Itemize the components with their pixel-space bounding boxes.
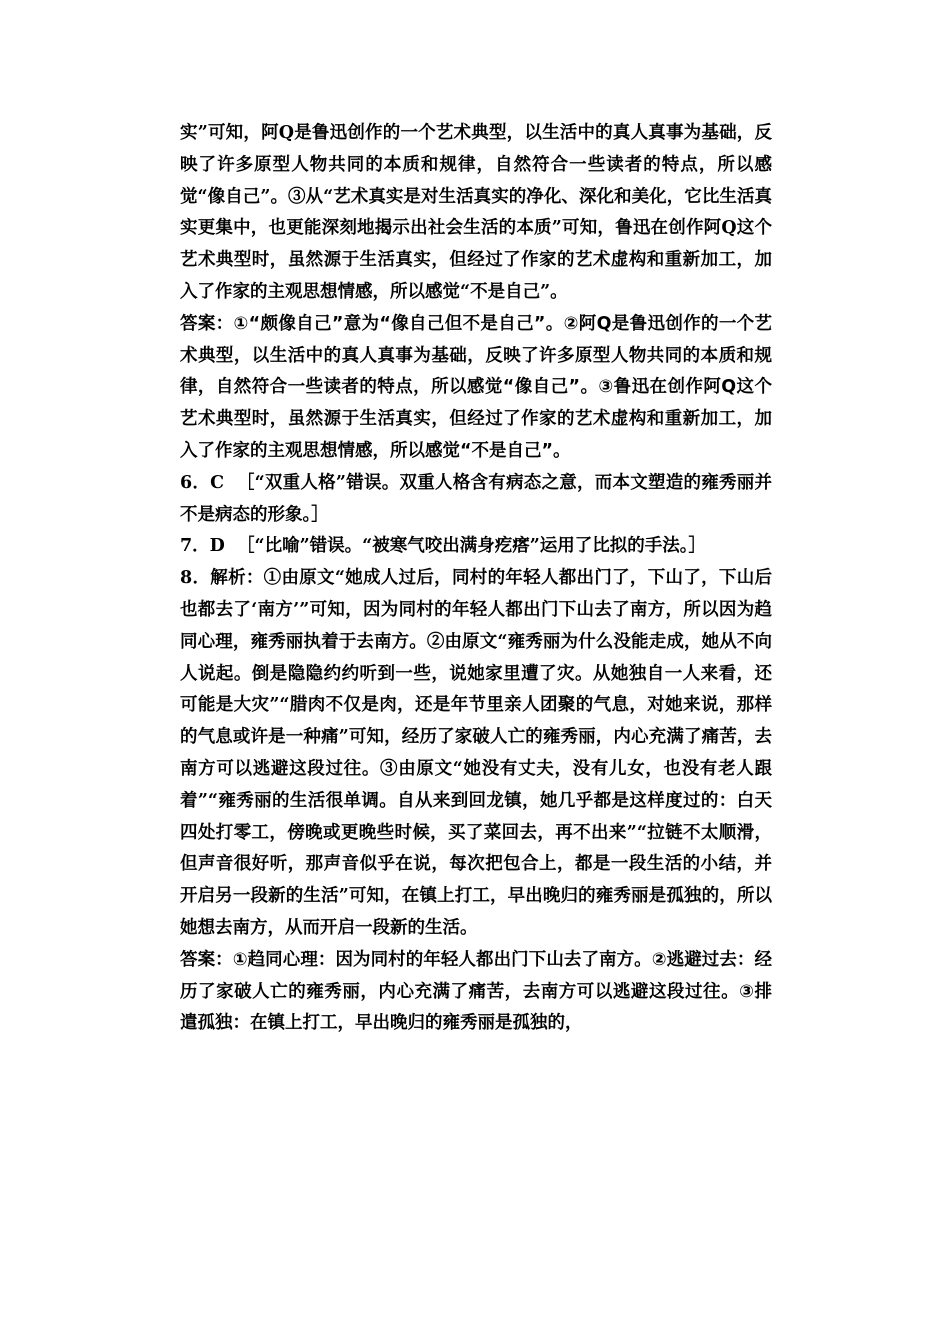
answer-paragraph-5 [180,309,772,468]
question-6-paragraph [180,468,772,532]
document-page [180,118,772,1040]
question-7-number: 7．D [180,536,225,557]
question-8-paragraph [180,563,772,945]
answer-label: 答案： [180,313,234,334]
answer-paragraph-8 [180,945,772,1040]
question-7-paragraph [180,531,772,563]
question-8-number: 8． [180,568,211,589]
answer-label-8: 答案： [180,949,233,970]
answer-text-8: ①趋同心理：因为同村的年轻人都出门下山去了南方。②逃避过去：经历了家破人亡的雍秀丽，内心充满了痛苦，去南方可以逃避这段过往。③排遣孤独：在镇上打工，早出晚归的雍秀丽是孤独的， [180,949,772,1034]
question-7-text: ［“比喻”错误。“被寒气咬出满身疙瘩”运用了比拟的手法。］ [237,536,707,557]
explanation-text: 实”可知，阿Q是鲁迅创作的一个艺术典型，以生活中的真人真事为基础，反映了许多原型人物共同的本质和规律，自然符合一些读者的特点，所以感觉“像自己”。③从“艺术真实是对生活真实的净化、深化和美化，它比生活真实更集中，也更能深刻地揭示出社会生活的本质”可知，鲁迅在创作阿Q这个艺术典型时，虽然源于生活真实，但经过了作家的艺术虚构和重新加工，加入了作家的主观思想情感，所以感觉“不是自己”。 [180,123,772,302]
question-6-number: 6．C [180,472,225,493]
answer-text: ①“颇像自己”意为“像自己但不是自己”。②阿Q是鲁迅创作的一个艺术典型，以生活中的真人真事为基础，反映了许多原型人物共同的本质和规律，自然符合一些读者的特点，所以感觉“像自己”。③鲁迅在创作阿Q这个艺术典型时，虽然源于生活真实，但经过了作家的艺术虚构和重新加工，加入了作家的主观思想情感，所以感觉“不是自己”。 [180,313,773,461]
analysis-text: ①由原文“她成人过后，同村的年轻人都出门了，下山了，下山后也都去了‘南方’”可知，因为同村的年轻人都出门下山去了南方，所以因为趋同心理，雍秀丽执着于去南方。②由原文“雍秀丽为什么没能走成，她从不向人说起。倒是隐隐约约听到一些，说她家里遭了灾。从她独自一人来看，还可能是大灾”“腊肉不仅是肉，还是年节里亲人团聚的气息，对她来说，那样的气息或许是一种痛”可知，经历了家破人亡的雍秀丽，内心充满了痛苦，去南方可以逃避这段过往。③由原文“她没有丈夫，没有儿女，也没有老人跟着”“雍秀丽的生活很单调。自从来到回龙镇，她几乎都是这样度过的：白天四处打零工，傍晚或更晚些时候，买了菜回去，再不出来”“拉链不太顺滑，但声音很好听，那声音似乎在说，每次把包合上，都是一段生活的小结，并开启另一段新的生活”可知，在镇上打工，早出晚归的雍秀丽是孤独的，所以她想去南方，从而开启一段新的生活。 [180,568,772,938]
explanation-paragraph [180,118,772,309]
question-6-text: ［“双重人格”错误。双重人格含有病态之意，而本文塑造的雍秀丽并不是病态的形象。］ [180,472,772,525]
analysis-label: 解析： [210,568,264,589]
